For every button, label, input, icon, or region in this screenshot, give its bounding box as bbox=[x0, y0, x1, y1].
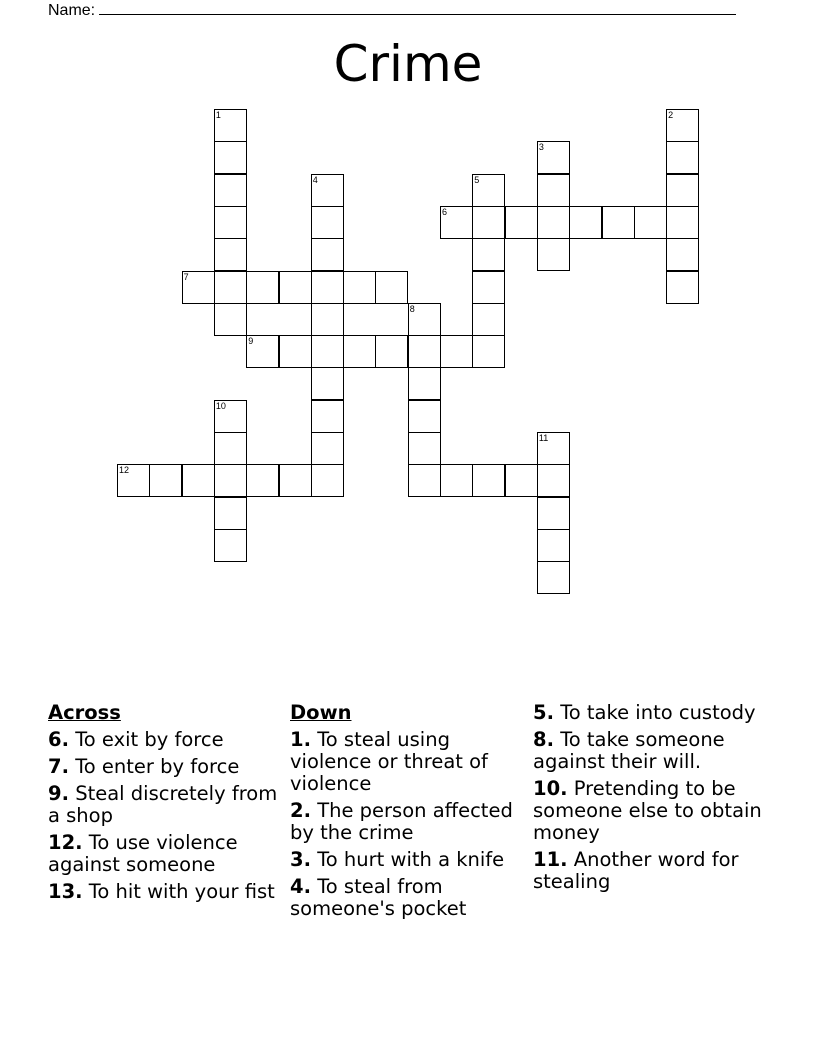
clue-number: 2. bbox=[290, 799, 311, 822]
down-clue bbox=[533, 778, 769, 844]
grid-cell[interactable] bbox=[214, 238, 247, 271]
grid-cell[interactable] bbox=[472, 206, 505, 239]
clue-number: 12 bbox=[119, 465, 130, 476]
clue-text: To enter by force bbox=[75, 755, 240, 778]
clue-number: 7. bbox=[48, 755, 69, 778]
clue-number: 7 bbox=[183, 271, 189, 282]
grid-cell[interactable] bbox=[214, 141, 247, 174]
grid-cell[interactable] bbox=[602, 206, 635, 239]
clue-text: Steal discretely from a shop bbox=[48, 782, 278, 827]
grid-cell[interactable] bbox=[440, 335, 473, 368]
grid-cell-1[interactable] bbox=[214, 109, 247, 142]
clue-number: 11. bbox=[533, 848, 568, 871]
grid-cell[interactable] bbox=[440, 464, 473, 497]
clue-number: 10 bbox=[215, 400, 226, 411]
grid-cell[interactable] bbox=[375, 271, 408, 304]
clue-text: To steal from someone's pocket bbox=[290, 875, 467, 920]
clue-number: 2 bbox=[668, 110, 674, 120]
grid-cell-2[interactable] bbox=[666, 109, 699, 142]
grid-cell[interactable] bbox=[472, 238, 505, 271]
grid-cell[interactable] bbox=[505, 206, 538, 239]
clue-number: 1 bbox=[215, 110, 221, 120]
grid-cell[interactable] bbox=[408, 367, 441, 400]
grid-cell[interactable] bbox=[666, 271, 699, 304]
grid-cell[interactable] bbox=[537, 174, 570, 207]
grid-cell[interactable] bbox=[472, 464, 505, 497]
across-clue bbox=[48, 756, 284, 778]
clue-number: 4 bbox=[312, 174, 318, 185]
grid-cell[interactable] bbox=[666, 238, 699, 271]
grid-cell[interactable] bbox=[537, 238, 570, 271]
clue-number: 3 bbox=[538, 142, 544, 153]
down-clue bbox=[290, 849, 526, 871]
grid-cell[interactable] bbox=[537, 206, 570, 239]
grid-cell[interactable] bbox=[569, 206, 602, 239]
grid-cell-8[interactable] bbox=[408, 303, 441, 336]
grid-cell-5[interactable] bbox=[472, 174, 505, 207]
grid-cell[interactable] bbox=[311, 206, 344, 239]
clue-number: 4. bbox=[290, 875, 311, 898]
grid-cell[interactable] bbox=[214, 206, 247, 239]
grid-cell-4[interactable] bbox=[311, 174, 344, 207]
grid-cell[interactable] bbox=[279, 464, 312, 497]
grid-cell[interactable] bbox=[311, 432, 344, 465]
grid-cell[interactable] bbox=[472, 335, 505, 368]
grid-cell[interactable] bbox=[472, 271, 505, 304]
grid-cell[interactable] bbox=[311, 303, 344, 336]
grid-cell[interactable] bbox=[311, 367, 344, 400]
grid-cell[interactable] bbox=[311, 335, 344, 368]
down-clue-list-continued bbox=[533, 702, 769, 893]
grid-cell[interactable] bbox=[408, 335, 441, 368]
clue-text: To exit by force bbox=[75, 728, 224, 751]
down-clue bbox=[533, 849, 769, 893]
clue-number: 9. bbox=[48, 782, 69, 805]
grid-cell[interactable] bbox=[182, 464, 215, 497]
down-clue bbox=[533, 729, 769, 773]
down-clue bbox=[290, 876, 526, 920]
down-heading: Down bbox=[290, 701, 352, 724]
grid-cell[interactable] bbox=[666, 206, 699, 239]
page-title: Crime bbox=[333, 35, 483, 93]
clue-number: 10. bbox=[533, 777, 568, 800]
grid-cell[interactable] bbox=[311, 271, 344, 304]
grid-cell-10[interactable] bbox=[214, 400, 247, 433]
across-clue bbox=[48, 729, 284, 751]
grid-cell[interactable] bbox=[214, 464, 247, 497]
clue-number: 8 bbox=[409, 303, 415, 314]
clue-number: 8. bbox=[533, 728, 554, 751]
clue-text: Pretending to be someone else to obtain money bbox=[533, 777, 762, 844]
grid-cell[interactable] bbox=[214, 303, 247, 336]
grid-cell[interactable] bbox=[311, 400, 344, 433]
down-clue bbox=[290, 729, 526, 795]
clue-number: 5. bbox=[533, 701, 554, 724]
down-clue-list bbox=[290, 729, 526, 920]
clue-text: To take someone against their will. bbox=[533, 728, 725, 773]
grid-cell[interactable] bbox=[666, 174, 699, 207]
grid-cell[interactable] bbox=[666, 141, 699, 174]
clue-number: 6. bbox=[48, 728, 69, 751]
grid-cell-9[interactable] bbox=[246, 335, 279, 368]
grid-cell[interactable] bbox=[214, 497, 247, 530]
grid-cell[interactable] bbox=[311, 238, 344, 271]
clue-number: 13. bbox=[48, 880, 83, 903]
grid-cell[interactable] bbox=[634, 206, 667, 239]
grid-cell-3[interactable] bbox=[537, 141, 570, 174]
grid-cell[interactable] bbox=[343, 335, 376, 368]
down-column-continued bbox=[533, 702, 769, 898]
clue-number: 11 bbox=[538, 433, 549, 443]
grid-cell[interactable] bbox=[537, 561, 570, 594]
grid-cell[interactable] bbox=[311, 464, 344, 497]
clue-text: To use violence against someone bbox=[48, 831, 238, 876]
across-clue bbox=[48, 783, 284, 827]
grid-cell[interactable] bbox=[279, 335, 312, 368]
clue-text: To take into custody bbox=[560, 701, 756, 724]
grid-cell[interactable] bbox=[214, 174, 247, 207]
grid-cell[interactable] bbox=[246, 271, 279, 304]
down-column bbox=[290, 702, 526, 925]
clue-number: 3. bbox=[290, 848, 311, 871]
grid-cell[interactable] bbox=[537, 464, 570, 497]
clue-text: To hurt with a knife bbox=[317, 848, 505, 871]
grid-cell[interactable] bbox=[343, 271, 376, 304]
grid-cell-6[interactable] bbox=[440, 206, 473, 239]
clue-number: 1. bbox=[290, 728, 311, 751]
grid-cell[interactable] bbox=[408, 432, 441, 465]
across-clue bbox=[48, 832, 284, 876]
clue-number: 6 bbox=[442, 206, 448, 217]
grid-cell[interactable] bbox=[472, 303, 505, 336]
clue-text: Another word for stealing bbox=[533, 848, 739, 893]
across-heading: Across bbox=[48, 701, 121, 724]
grid-cell[interactable] bbox=[214, 432, 247, 465]
grid-cell[interactable] bbox=[246, 464, 279, 497]
across-clue-list bbox=[48, 729, 284, 903]
clue-number: 5 bbox=[474, 174, 480, 185]
grid-cell[interactable] bbox=[408, 464, 441, 497]
clue-number: 12. bbox=[48, 831, 83, 854]
name-label: Name: bbox=[48, 2, 96, 19]
grid-cell[interactable] bbox=[505, 464, 538, 497]
grid-cell[interactable] bbox=[214, 529, 247, 562]
grid-cell[interactable] bbox=[279, 271, 312, 304]
clue-text: To hit with your fist bbox=[88, 880, 275, 903]
grid-cell[interactable] bbox=[149, 464, 182, 497]
grid-cell[interactable] bbox=[537, 529, 570, 562]
grid-cell[interactable] bbox=[537, 497, 570, 530]
clue-text: The person affected by the crime bbox=[290, 799, 513, 844]
grid-cell-11[interactable] bbox=[537, 432, 570, 465]
clue-text: To steal using violence or threat of violence bbox=[290, 728, 488, 795]
down-clue bbox=[533, 702, 769, 724]
grid-cell[interactable] bbox=[214, 271, 247, 304]
down-clue bbox=[290, 800, 526, 844]
grid-cell-12[interactable] bbox=[117, 464, 150, 497]
grid-cell[interactable] bbox=[408, 400, 441, 433]
across-clue bbox=[48, 881, 284, 903]
grid-cell-7[interactable] bbox=[182, 271, 215, 304]
grid-cell[interactable] bbox=[375, 335, 408, 368]
clue-number: 9 bbox=[248, 336, 254, 347]
across-column bbox=[48, 702, 284, 908]
